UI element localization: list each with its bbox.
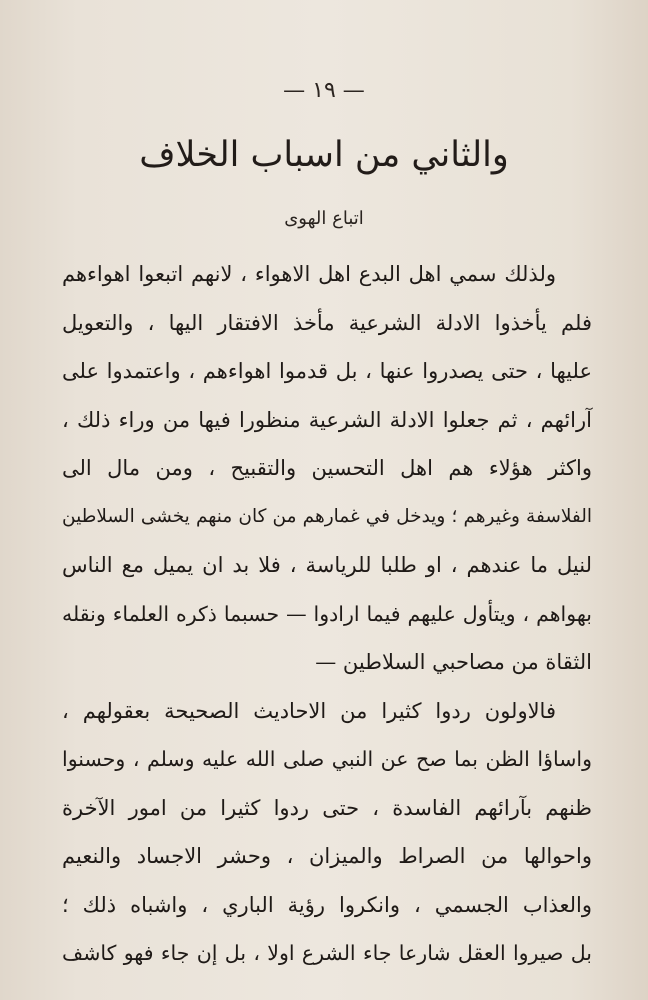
- text-line: واكثر هؤلاء هم اهل التحسين والتقبيح ، ومن مال الى: [62, 456, 592, 480]
- paragraph-2: [62, 687, 592, 978]
- text-line: آرائهم ، ثم جعلوا الادلة الشرعية منظورا فيها من وراء ذلك ،: [62, 407, 592, 432]
- text-line: ظنهم بآرائهم الفاسدة ، حتى ردوا كثيرا من امور الآخرة: [62, 795, 592, 820]
- text-line: والعذاب الجسمي ، وانكروا رؤية الباري ، واشباه ذلك ؛: [62, 892, 592, 917]
- text-line: الثقاة من مصاحبي السلاطين —: [315, 650, 592, 674]
- text-line: واساؤا الظن بما صح عن النبي صلى الله عليه وسلم ، وحسنوا: [62, 747, 592, 771]
- text-line: بل صيروا العقل شارعا جاء الشرع اولا ، بل إن جاء فهو كاشف: [62, 941, 592, 965]
- paragraph-1: [62, 250, 592, 687]
- text-line: عليها ، حتى يصدروا عنها ، بل قدموا اهواءهم ، واعتمدوا على: [62, 359, 592, 383]
- chapter-title: والثاني من اسباب الخلاف: [139, 135, 509, 175]
- text-line: فالاولون ردوا كثيرا من الاحاديث الصحيحة بعقولهم ،: [62, 698, 556, 723]
- text-line: الفلاسفة وغيرهم ؛ ويدخل في غمارهم من كان منهم يخشى السلاطين: [62, 505, 592, 527]
- text-line: واحوالها من الصراط والميزان ، وحشر الاجساد والنعيم: [62, 844, 592, 868]
- text-line: فلم يأخذوا الادلة الشرعية مأخذ الافتقار اليها ، والتعويل: [62, 310, 592, 335]
- text-line: لنيل ما عندهم ، او طلبا للرياسة ، فلا بد ان يميل مع الناس: [62, 553, 592, 577]
- text-line: بهواهم ، ويتأول عليهم فيما ارادوا — حسبما ذكره العلماء ونقله: [62, 601, 592, 626]
- body-text: [62, 250, 592, 978]
- text-line: ولذلك سمي اهل البدع اهل الاهواء ، لانهم اتبعوا اهواءهم: [62, 262, 556, 286]
- page-number: — ١٩ —: [283, 78, 365, 103]
- section-subtitle: اتباع الهوى: [284, 208, 364, 229]
